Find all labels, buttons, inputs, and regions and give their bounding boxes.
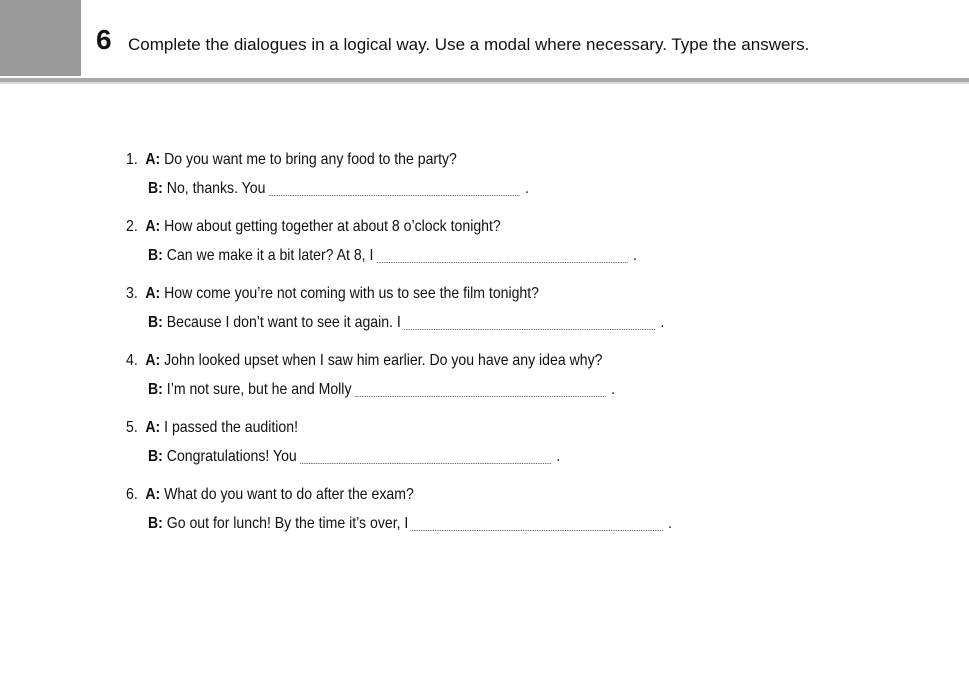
answer-input-3[interactable]: [404, 315, 655, 330]
dialogue-item: [126, 282, 906, 349]
dialogue-item: [126, 215, 906, 282]
speaker-b: B:: [148, 448, 163, 465]
answer-input-2[interactable]: [377, 248, 628, 263]
speaker-a: A:: [145, 419, 161, 436]
exercise-number: 6: [96, 24, 112, 55]
exercise-header: [0, 0, 969, 78]
dialogue-line-b: [148, 378, 679, 402]
speaker-a-text: How about getting together at about 8 o’clock tonight?: [164, 218, 501, 235]
item-number: 6.: [126, 486, 138, 503]
exercise-instruction: Complete the dialogues in a logical way. Use a modal where necessary. Type the answers.: [128, 35, 810, 54]
dialogue-line-b: [148, 445, 616, 469]
speaker-a: A:: [145, 285, 161, 302]
sentence-end: .: [525, 180, 529, 197]
dialogue-item: [126, 148, 906, 215]
speaker-a-text: How come you’re not coming with us to see the film tonight?: [164, 285, 540, 302]
header-divider-shadow: [0, 82, 969, 84]
sentence-end: .: [556, 448, 561, 465]
header-gray-block: [0, 0, 81, 76]
speaker-a: A:: [145, 218, 161, 235]
dialogue-line-a: [126, 282, 595, 306]
dialogue-line-a: [126, 148, 502, 172]
dialogue-line-a: [126, 215, 552, 239]
dialogue-line-a: [126, 349, 667, 373]
speaker-b-text: Can we make it a bit later? At 8, I: [166, 247, 374, 264]
speaker-a: A:: [145, 151, 161, 168]
dialogue-item: [126, 483, 906, 550]
sentence-end: .: [611, 381, 616, 398]
answer-input-6[interactable]: [412, 516, 663, 531]
speaker-b-text: Because I don’t want to see it again. I: [166, 314, 401, 331]
dialogue-line-b: [148, 311, 735, 335]
item-number: 5.: [126, 419, 138, 436]
speaker-a-text: What do you want to do after the exam?: [164, 486, 414, 503]
dialogue-line-a: [126, 483, 453, 507]
speaker-a-text: John looked upset when I saw him earlier. Do you have any idea why?: [164, 352, 603, 369]
dialogue-line-a: [126, 416, 321, 440]
speaker-b-text: No, thanks. You: [166, 180, 266, 197]
speaker-a: A:: [145, 352, 161, 369]
speaker-b: B:: [148, 180, 163, 197]
speaker-b-text: Go out for lunch! By the time it’s over, I: [166, 515, 409, 532]
dialogue-line-b: [148, 512, 743, 536]
speaker-a-text: I passed the audition!: [164, 419, 298, 436]
speaker-b: B:: [148, 381, 163, 398]
speaker-b-text: I’m not sure, but he and Molly: [166, 381, 352, 398]
speaker-b: B:: [148, 314, 163, 331]
item-number: 2.: [126, 218, 138, 235]
speaker-a-text: Do you want me to bring any food to the party?: [164, 151, 457, 168]
item-number: 3.: [126, 285, 138, 302]
answer-input-5[interactable]: [300, 449, 551, 464]
sentence-end: .: [632, 247, 637, 264]
answer-input-4[interactable]: [355, 382, 606, 397]
speaker-b-text: Congratulations! You: [166, 448, 297, 465]
speaker-a: A:: [145, 486, 161, 503]
dialogue-line-b: [148, 244, 704, 268]
item-number: 1.: [126, 151, 138, 168]
item-number: 4.: [126, 352, 138, 369]
sentence-end: .: [667, 515, 672, 532]
speaker-b: B:: [148, 247, 163, 264]
dialogue-item: [126, 349, 906, 416]
dialogue-line-b: [148, 177, 581, 201]
speaker-b: B:: [148, 515, 163, 532]
dialogue-item: [126, 416, 906, 483]
dialogue-list: [126, 148, 906, 550]
answer-input-1[interactable]: [269, 181, 520, 196]
sentence-end: .: [660, 314, 665, 331]
